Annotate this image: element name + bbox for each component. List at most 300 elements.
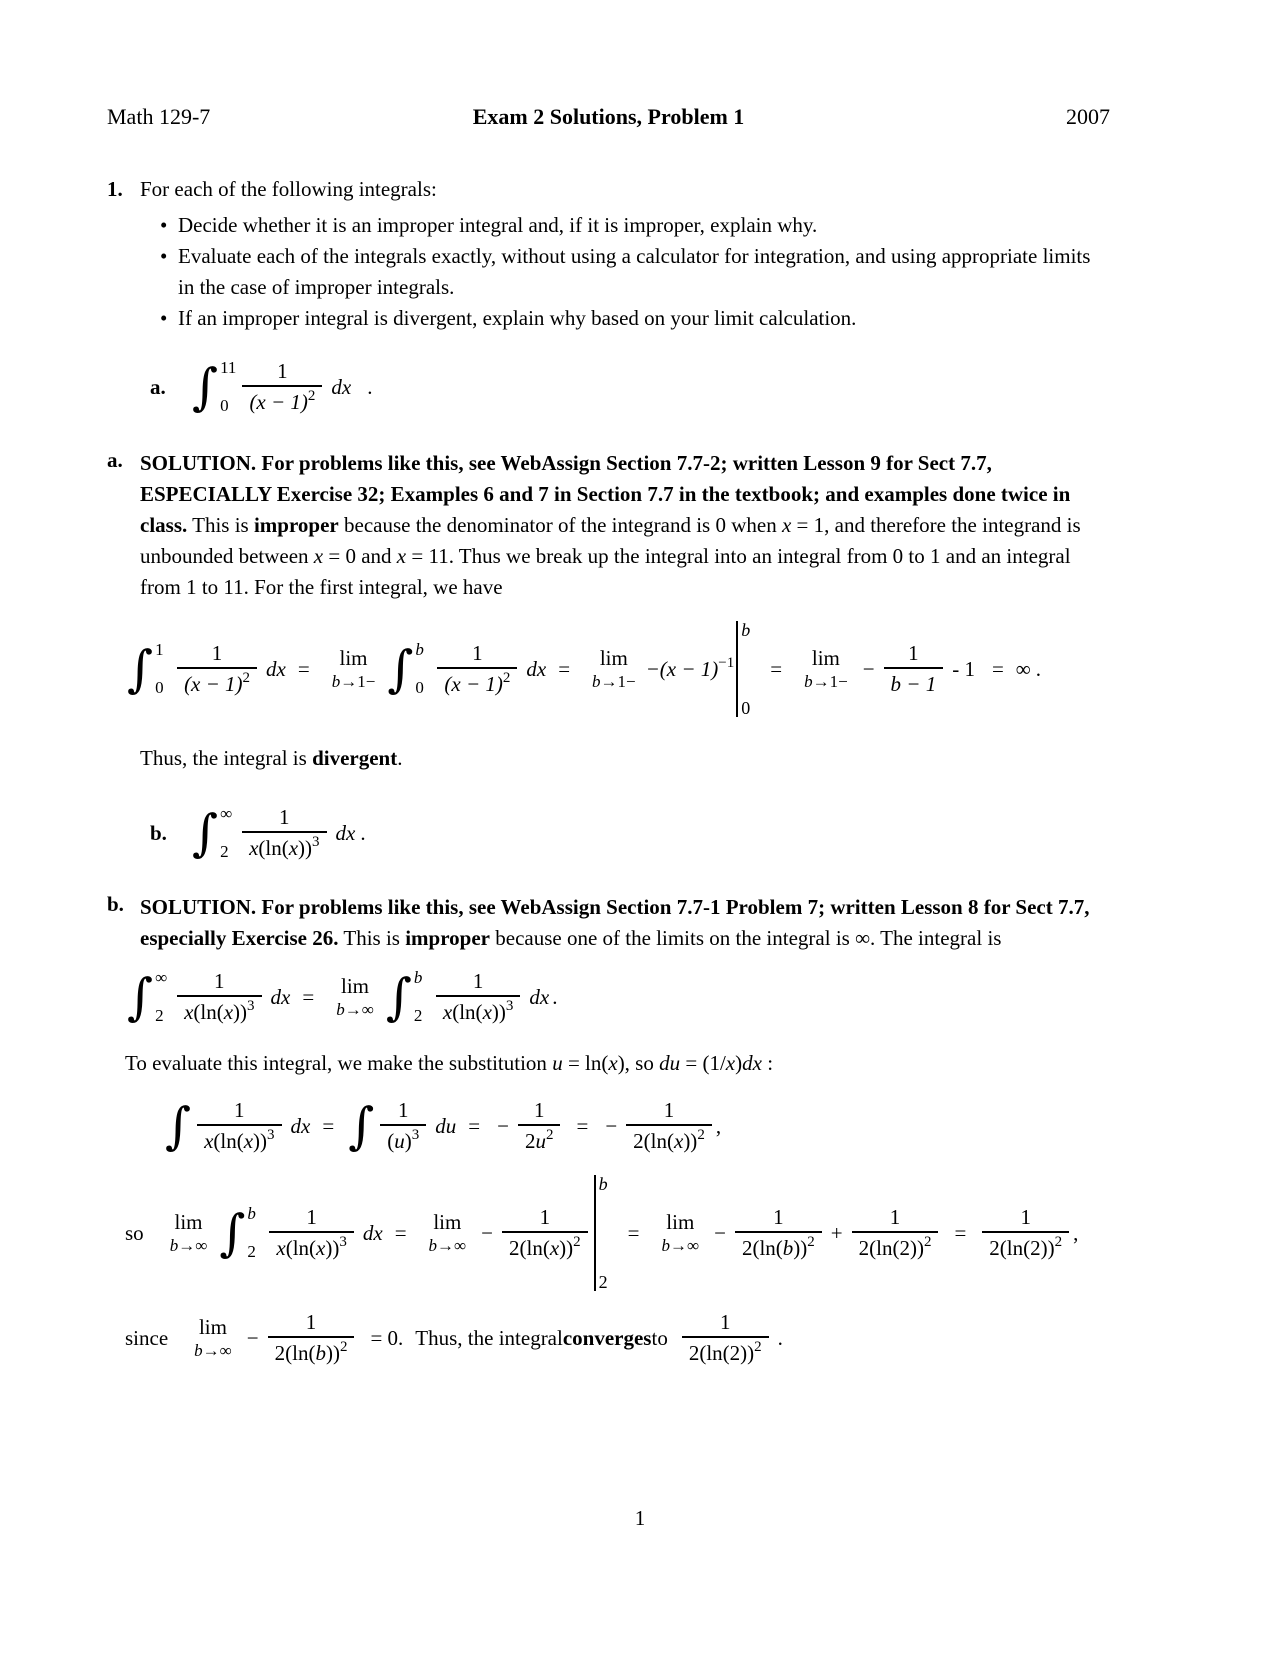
instruction-list bbox=[160, 210, 1110, 334]
bar-upper-limit: b bbox=[741, 620, 751, 640]
variable-b: b bbox=[661, 1236, 670, 1256]
ln-open: 2(ln( bbox=[741, 1236, 783, 1261]
denominator bbox=[518, 1124, 561, 1153]
exponent: 2 bbox=[1054, 1234, 1063, 1251]
variable-x: x bbox=[223, 1000, 234, 1024]
equals-sign: = bbox=[770, 656, 783, 681]
differential: dx bbox=[362, 1220, 383, 1245]
lim-word: lim bbox=[339, 646, 368, 670]
fraction bbox=[436, 970, 520, 1024]
variable-x: x bbox=[249, 836, 259, 860]
numerator: 1 bbox=[211, 640, 223, 665]
minus-sign: − bbox=[481, 1220, 493, 1245]
ln-close: )) bbox=[325, 1236, 340, 1261]
integral-group bbox=[386, 968, 430, 1026]
numerator: 1 bbox=[277, 358, 288, 383]
improper-bold: improper bbox=[253, 513, 339, 537]
text-run: Thus, the integral is bbox=[140, 746, 313, 770]
text-run: = ln( bbox=[562, 1051, 609, 1075]
exponent: 3 bbox=[267, 1127, 275, 1144]
solution-b bbox=[107, 892, 1110, 954]
equals-sign: = bbox=[558, 656, 571, 681]
part-a-label: a. bbox=[150, 374, 166, 399]
integral-group bbox=[192, 358, 236, 416]
denominator bbox=[242, 831, 326, 860]
variable-b: b bbox=[336, 1000, 345, 1019]
lower-limit: 2 bbox=[247, 1242, 256, 1262]
variable-x: x bbox=[549, 1236, 560, 1261]
variable-b: b bbox=[782, 1236, 794, 1261]
integral-group bbox=[219, 1204, 263, 1262]
exponent: 2 bbox=[697, 1127, 705, 1144]
end-comma: , bbox=[715, 1113, 722, 1138]
upper-limit: b bbox=[247, 1204, 256, 1224]
exponent: 2 bbox=[923, 1234, 932, 1251]
minus-sign: − bbox=[497, 1113, 509, 1138]
numerator: 1 bbox=[214, 968, 225, 993]
lim-word: lim bbox=[433, 1210, 462, 1235]
antiderivative-expression bbox=[645, 654, 735, 682]
paren: ( bbox=[387, 1129, 395, 1154]
denominator-base: (x − 1) bbox=[444, 672, 503, 696]
fraction bbox=[735, 1206, 822, 1260]
limit-subscript bbox=[592, 673, 636, 690]
fraction bbox=[177, 970, 261, 1024]
text-run: because one of the limits on the integral is ∞. The integral is bbox=[490, 926, 1002, 950]
equals-sign: = bbox=[297, 656, 310, 681]
differential-dx: dx bbox=[742, 1051, 762, 1075]
exponent: 2 bbox=[754, 1339, 762, 1356]
upper-limit: 1 bbox=[155, 640, 164, 659]
lim-word: lim bbox=[341, 974, 370, 998]
variable-b: b bbox=[331, 672, 341, 691]
numerator: 1 bbox=[472, 968, 484, 993]
year-label: 2007 bbox=[1066, 104, 1110, 129]
plus-sign: + bbox=[830, 1220, 843, 1245]
upper-limit: ∞ bbox=[155, 968, 168, 987]
integral-limits bbox=[415, 640, 431, 698]
differential: dx bbox=[529, 984, 550, 1009]
document-title: Exam 2 Solutions, Problem 1 bbox=[472, 104, 745, 129]
lower-limit: 2 bbox=[155, 1006, 164, 1025]
bullet-icon: • bbox=[160, 244, 168, 268]
equals-sign: = bbox=[576, 1113, 589, 1138]
exponent: 2 bbox=[573, 1234, 581, 1251]
since-word: since bbox=[125, 1325, 169, 1350]
denominator-base: 2(ln(2)) bbox=[858, 1236, 924, 1261]
divergent-bold: divergent bbox=[312, 746, 398, 770]
integral-a-statement bbox=[150, 358, 1110, 416]
variable-u: u bbox=[552, 1051, 563, 1075]
limit-subscript bbox=[429, 1237, 467, 1254]
limit-group bbox=[336, 976, 374, 1018]
exponent: 2 bbox=[339, 1339, 348, 1356]
variable-x: x bbox=[482, 1000, 492, 1024]
document-header bbox=[107, 104, 1110, 130]
arrow-text: →1− bbox=[600, 672, 636, 691]
end-period: . bbox=[397, 746, 403, 770]
since-conclusion bbox=[125, 1311, 1110, 1365]
variable-x: x bbox=[204, 1129, 214, 1154]
fraction bbox=[380, 1099, 426, 1153]
denominator-base: b − 1 bbox=[890, 672, 937, 696]
problem-intro-text: For each of the following integrals: bbox=[140, 177, 437, 201]
ln-close: )) bbox=[491, 1000, 506, 1024]
end-comma: , bbox=[1073, 1220, 1079, 1245]
denominator bbox=[982, 1231, 1069, 1260]
variable-x: x bbox=[725, 1051, 736, 1075]
variable-b: b bbox=[315, 1341, 326, 1366]
fraction bbox=[982, 1206, 1069, 1260]
variable-b: b bbox=[428, 1236, 438, 1256]
ln-close: )) bbox=[253, 1129, 268, 1154]
minus-sign: − bbox=[605, 1113, 618, 1138]
text-run: = 0 and bbox=[323, 544, 397, 568]
text-run: : bbox=[761, 1051, 774, 1075]
solution-a-equation bbox=[125, 621, 1110, 717]
lower-limit: 0 bbox=[155, 678, 164, 697]
integral-icon: ∫ bbox=[219, 1204, 246, 1263]
exponent: 2 bbox=[545, 1127, 554, 1144]
arrow-text: →∞ bbox=[202, 1341, 232, 1361]
denominator bbox=[177, 995, 261, 1024]
arrow-text: →∞ bbox=[437, 1236, 467, 1256]
text-run: = 1, and therefore the integrand is unbounded between bbox=[140, 513, 1081, 568]
limit-subscript bbox=[336, 1001, 374, 1018]
exponent: 2 bbox=[807, 1234, 815, 1251]
fraction bbox=[242, 806, 326, 860]
variable-x: x bbox=[442, 1000, 453, 1024]
differential: dx bbox=[331, 374, 352, 399]
variable-x: x bbox=[673, 1129, 684, 1154]
fraction bbox=[852, 1206, 939, 1260]
differential: du bbox=[435, 1113, 457, 1138]
limit-group bbox=[332, 648, 376, 690]
ln-close: )) bbox=[233, 1000, 248, 1024]
minus-one-term: - 1 bbox=[952, 656, 975, 681]
bar-lower-limit: 2 bbox=[598, 1272, 608, 1293]
numerator: 1 bbox=[539, 1205, 551, 1230]
solution-a-label: a. bbox=[107, 448, 123, 472]
numerator: 1 bbox=[889, 1205, 901, 1230]
integral-icon: ∫ bbox=[387, 640, 414, 698]
fraction bbox=[177, 642, 257, 696]
limit-group bbox=[429, 1212, 467, 1254]
part-b-label: b. bbox=[150, 820, 167, 845]
integral-icon: ∫ bbox=[165, 1097, 192, 1156]
numerator: 1 bbox=[234, 1098, 245, 1122]
denominator bbox=[380, 1124, 426, 1153]
integral-group bbox=[127, 640, 171, 698]
fraction bbox=[884, 642, 944, 696]
ln-close: )) bbox=[325, 1341, 340, 1366]
problem-number: 1. bbox=[107, 177, 123, 201]
equals-sign: = bbox=[302, 984, 315, 1009]
lower-limit: 0 bbox=[415, 678, 424, 697]
fraction bbox=[518, 1099, 561, 1153]
converges-bold: converges bbox=[562, 1325, 652, 1350]
arrow-text: →∞ bbox=[178, 1236, 208, 1256]
denominator bbox=[436, 995, 520, 1024]
lower-limit: 2 bbox=[220, 842, 229, 861]
limit-group bbox=[592, 648, 636, 690]
bullet-icon: • bbox=[160, 306, 168, 330]
text-run: = 11. Thus we break up the integral into an integral from 0 to 1 and an integral from 1 to 11. For the first integral, we have bbox=[140, 544, 1071, 599]
exponent: 3 bbox=[411, 1127, 420, 1144]
ln-open: (ln( bbox=[213, 1129, 244, 1154]
solution-b-equation bbox=[125, 968, 1110, 1026]
lim-word: lim bbox=[666, 1210, 695, 1235]
lim-word: lim bbox=[599, 646, 628, 670]
denominator-base: 2(ln(2)) bbox=[989, 1236, 1055, 1261]
solution-a bbox=[107, 448, 1110, 603]
denominator bbox=[626, 1124, 712, 1153]
numerator: 1 bbox=[472, 640, 483, 665]
differential: dx bbox=[266, 656, 286, 681]
equals-sign: = bbox=[954, 1220, 967, 1245]
fraction bbox=[626, 1099, 712, 1153]
infinity-symbol: ∞ bbox=[1015, 656, 1031, 681]
denominator-base: (x − 1) bbox=[184, 672, 243, 696]
limit-subscript bbox=[662, 1237, 700, 1254]
text-run: to bbox=[651, 1325, 668, 1350]
numerator: 1 bbox=[279, 804, 290, 829]
denominator bbox=[735, 1231, 822, 1260]
solution-a-bold-refs: SOLUTION. For problems like this, see WebAssign Section 7.7-2; written Lesson 9 for Sect 7.7, ESPECIALLY Exercise 32; Examples 6 and 7 in Section 7.7 in the textbook; and examples done twice in class. bbox=[140, 451, 1071, 537]
lim-word: lim bbox=[811, 646, 840, 670]
fraction bbox=[502, 1206, 588, 1260]
upper-limit: b bbox=[413, 968, 423, 987]
fraction bbox=[242, 360, 322, 414]
variable-x: x bbox=[313, 544, 324, 568]
ln-close: )) bbox=[559, 1236, 574, 1261]
ln-open: (ln( bbox=[285, 1236, 317, 1261]
course-code: Math 129-7 bbox=[107, 104, 211, 129]
integral-icon: ∫ bbox=[192, 804, 219, 862]
text-run: ) bbox=[735, 1051, 743, 1075]
integral-icon: ∫ bbox=[127, 640, 154, 698]
integral-limits bbox=[155, 968, 171, 1026]
variable-x: x bbox=[396, 544, 407, 568]
ln-open: (ln( bbox=[258, 836, 289, 860]
page-number: 1 bbox=[634, 1506, 646, 1530]
upper-limit: ∞ bbox=[220, 804, 233, 823]
evaluation-bar bbox=[736, 621, 750, 717]
limit-evaluation-equation bbox=[125, 1175, 1110, 1291]
integral-limits bbox=[220, 358, 236, 416]
bullet-text: Evaluate each of the integrals exactly, without using a calculator for integration, and using appropriate limits in the case of improper integrals. bbox=[178, 244, 1091, 299]
lim-word: lim bbox=[198, 1315, 227, 1340]
variable-x: x bbox=[288, 836, 299, 860]
ln-open: (ln( bbox=[193, 1000, 224, 1024]
list-item bbox=[160, 210, 1110, 241]
differential: dx bbox=[290, 1113, 311, 1138]
denominator bbox=[437, 667, 517, 696]
fraction bbox=[269, 1206, 353, 1260]
numerator: 1 bbox=[398, 1098, 409, 1122]
limit-subscript bbox=[194, 1342, 232, 1359]
variable-x: x bbox=[276, 1236, 286, 1261]
arrow-text: →∞ bbox=[344, 1000, 374, 1019]
substitution-sentence bbox=[125, 1048, 1110, 1079]
text-run: = (1/ bbox=[680, 1051, 726, 1075]
exponent: 3 bbox=[339, 1234, 347, 1251]
lower-limit: 0 bbox=[220, 396, 229, 415]
text-run: This is bbox=[187, 513, 254, 537]
substitution-equation bbox=[163, 1097, 1110, 1156]
integral-icon: ∫ bbox=[385, 968, 412, 1026]
limit-subscript bbox=[170, 1237, 208, 1254]
lower-limit: 2 bbox=[413, 1006, 423, 1025]
integral-group bbox=[165, 1097, 192, 1156]
equals-sign: = bbox=[991, 656, 1004, 681]
ln-close: )) bbox=[793, 1236, 808, 1261]
limit-subscript bbox=[804, 673, 848, 690]
denominator bbox=[177, 667, 257, 696]
antiderivative-base: −(x − 1) bbox=[645, 656, 719, 681]
denominator bbox=[852, 1231, 939, 1260]
equals-sign: = bbox=[322, 1113, 335, 1138]
numerator: 1 bbox=[306, 1205, 317, 1230]
exponent: 3 bbox=[247, 998, 255, 1014]
integral-group bbox=[127, 968, 171, 1026]
integral-icon: ∫ bbox=[348, 1097, 375, 1156]
solution-b-bold-refs: SOLUTION. For problems like this, see WebAssign Section 7.7-1 Problem 7; written Lesson 8 for Sect 7.7, especially Exercise 26. bbox=[140, 895, 1090, 950]
integral-group bbox=[387, 640, 431, 698]
denominator bbox=[682, 1336, 769, 1365]
bullet-text: Decide whether it is an improper integral and, if it is improper, explain why. bbox=[178, 213, 818, 237]
minus-sign: − bbox=[714, 1220, 726, 1245]
coefficient: 2 bbox=[524, 1129, 536, 1154]
text-run: This is bbox=[338, 926, 406, 950]
integral-limits bbox=[155, 640, 171, 698]
arrow-text: →1− bbox=[340, 672, 376, 691]
bar-upper-limit: b bbox=[598, 1174, 608, 1195]
evaluation-bar bbox=[594, 1175, 608, 1291]
numerator: 1 bbox=[533, 1098, 545, 1122]
ln-open: 2(ln( bbox=[274, 1341, 316, 1366]
variable-x: x bbox=[781, 513, 792, 537]
end-period: . bbox=[1035, 656, 1042, 681]
denominator-base: (x − 1) bbox=[249, 390, 308, 414]
exponent: 2 bbox=[307, 388, 316, 404]
numerator: 1 bbox=[663, 1098, 675, 1122]
differential: dx bbox=[335, 820, 356, 845]
bar-lower-limit: 0 bbox=[741, 698, 751, 718]
numerator: 1 bbox=[719, 1310, 731, 1335]
solution-b-text bbox=[140, 892, 1110, 954]
exponent: 3 bbox=[312, 834, 320, 850]
differential: dx bbox=[526, 656, 547, 681]
limit-group bbox=[170, 1212, 208, 1254]
denominator bbox=[502, 1231, 588, 1260]
integral-group bbox=[348, 1097, 375, 1156]
exponent: 3 bbox=[505, 998, 514, 1014]
divergent-conclusion bbox=[140, 743, 1110, 774]
ln-close: )) bbox=[683, 1129, 698, 1154]
variable-x: x bbox=[243, 1129, 254, 1154]
text-run: ), so bbox=[617, 1051, 660, 1075]
fraction bbox=[682, 1311, 769, 1365]
variable-b: b bbox=[592, 672, 601, 691]
text-run: To evaluate this integral, we make the substitution bbox=[125, 1051, 553, 1075]
variable-x: x bbox=[608, 1051, 618, 1075]
denominator bbox=[242, 385, 322, 414]
differential: dx bbox=[270, 984, 291, 1009]
limit-subscript bbox=[332, 673, 376, 690]
numerator: 1 bbox=[1020, 1205, 1031, 1230]
exponent: −1 bbox=[718, 654, 735, 671]
denominator bbox=[197, 1124, 281, 1153]
fraction bbox=[268, 1311, 355, 1365]
end-period: . bbox=[360, 820, 366, 845]
bullet-text: If an improper integral is divergent, explain why based on your limit calculation. bbox=[178, 306, 857, 330]
equals-sign: = bbox=[627, 1220, 640, 1245]
text-run: because the denominator of the integrand is 0 when bbox=[338, 513, 782, 537]
end-period: . bbox=[552, 984, 558, 1009]
denominator bbox=[268, 1336, 355, 1365]
ln-open: 2(ln( bbox=[509, 1236, 550, 1261]
integral-group bbox=[192, 804, 236, 862]
lim-word: lim bbox=[174, 1210, 203, 1235]
fraction bbox=[197, 1099, 281, 1153]
equals-sign: = bbox=[394, 1220, 407, 1245]
solution-b-label: b. bbox=[107, 892, 124, 916]
ln-open: (ln( bbox=[452, 1000, 483, 1024]
exponent: 2 bbox=[502, 670, 511, 686]
equals-zero: = 0. bbox=[370, 1325, 404, 1350]
upper-limit: b bbox=[415, 640, 424, 659]
denominator bbox=[269, 1231, 353, 1260]
differential-du: du bbox=[659, 1051, 681, 1075]
integral-limits bbox=[414, 968, 430, 1026]
integral-b-formula bbox=[190, 804, 371, 862]
end-period: . bbox=[777, 1325, 783, 1350]
solution-a-text bbox=[140, 448, 1110, 603]
variable-u: u bbox=[535, 1129, 546, 1154]
integral-a-formula bbox=[190, 358, 373, 416]
integral-b-statement bbox=[150, 804, 1110, 862]
list-item bbox=[160, 241, 1110, 303]
so-word: so bbox=[125, 1220, 144, 1245]
problem-statement bbox=[107, 174, 1110, 205]
variable-b: b bbox=[194, 1341, 203, 1361]
limit-group bbox=[804, 648, 848, 690]
minus-sign: − bbox=[246, 1325, 259, 1350]
variable-x: x bbox=[316, 1236, 326, 1261]
variable-b: b bbox=[804, 672, 813, 691]
improper-bold: improper bbox=[405, 926, 490, 950]
variable-x: x bbox=[184, 1000, 194, 1024]
text-run: Thus, the integral bbox=[415, 1325, 563, 1350]
numerator: 1 bbox=[305, 1310, 317, 1335]
numerator: 1 bbox=[908, 640, 919, 665]
exponent: 2 bbox=[242, 670, 251, 686]
arrow-text: →1− bbox=[812, 672, 848, 691]
numerator: 1 bbox=[773, 1205, 784, 1230]
bullet-icon: • bbox=[160, 213, 168, 237]
minus-sign: − bbox=[862, 656, 875, 681]
ln-open: 2(ln( bbox=[633, 1129, 674, 1154]
end-period: . bbox=[367, 374, 373, 399]
limit-group bbox=[662, 1212, 700, 1254]
variable-b: b bbox=[169, 1236, 179, 1256]
denominator-base: 2(ln(2)) bbox=[688, 1341, 755, 1366]
fraction bbox=[437, 642, 517, 696]
ln-close: )) bbox=[298, 836, 313, 860]
limit-group bbox=[194, 1317, 232, 1359]
arrow-text: →∞ bbox=[670, 1236, 700, 1256]
